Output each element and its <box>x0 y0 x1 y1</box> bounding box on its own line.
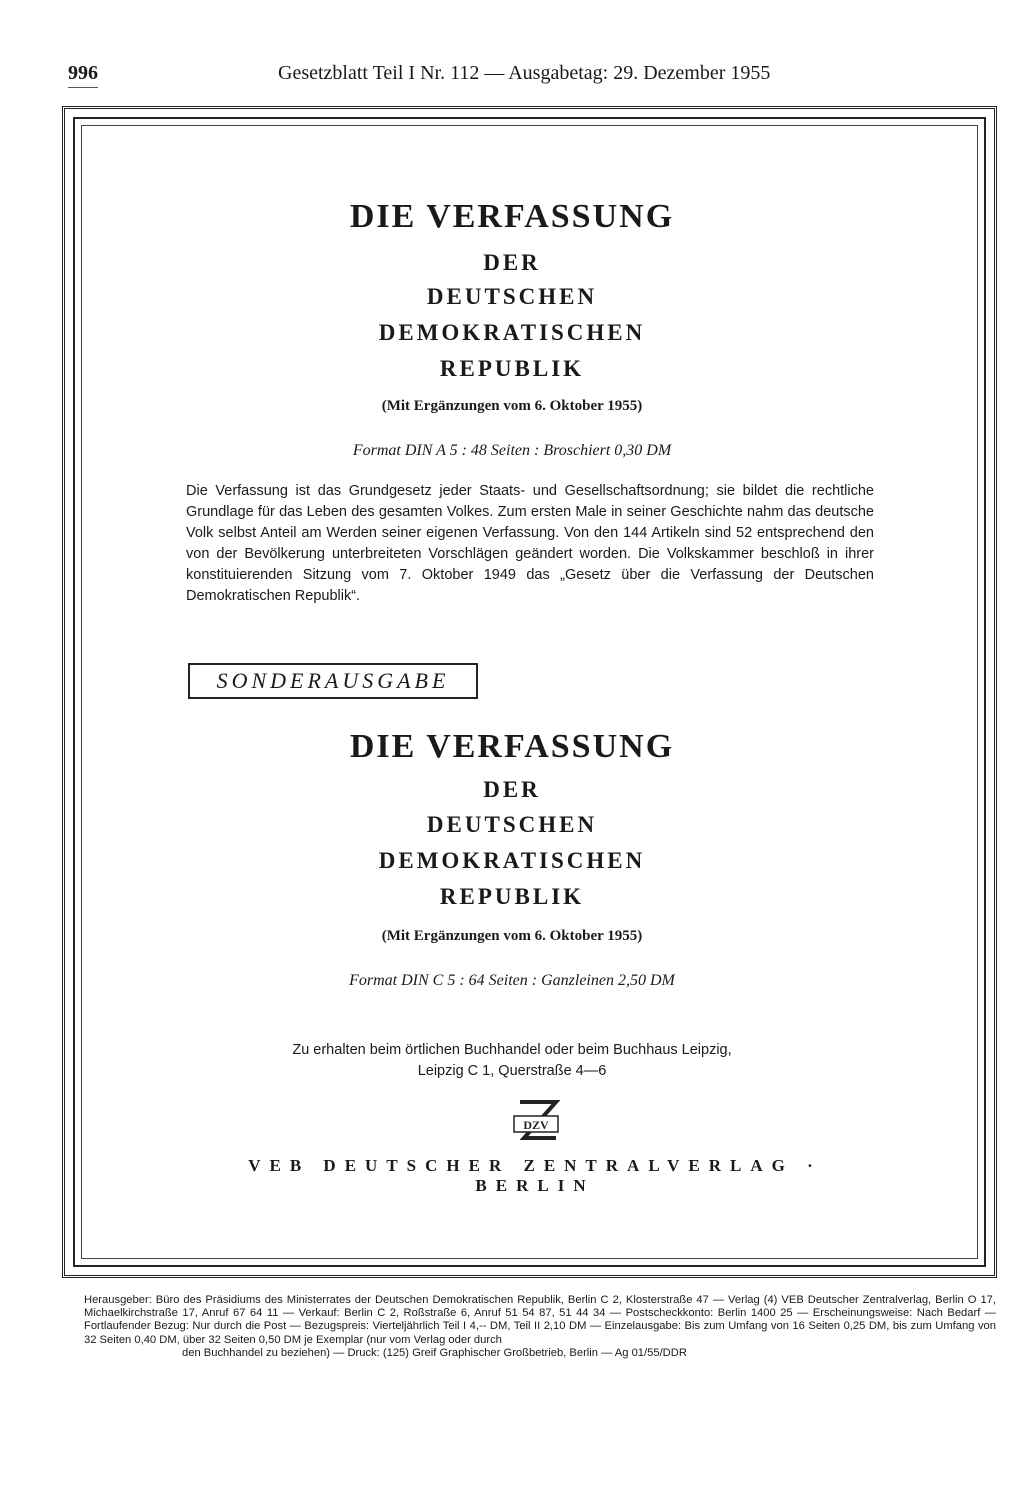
dzv-logo-icon <box>510 1098 562 1148</box>
running-head: Gesetzblatt Teil I Nr. 112 — Ausgabetag: 29. Dezember 1955 <box>278 62 771 84</box>
availability-line-2: Leipzig C 1, Querstraße 4—6 <box>417 1063 607 1079</box>
imprint <box>84 1294 996 1360</box>
page-header <box>68 62 958 92</box>
first-line-demokratischen: DEMOKRATISCHEN <box>378 320 646 345</box>
first-line-republik: REPUBLIK <box>439 356 585 381</box>
second-supplement: (Mit Ergänzungen vom 6. Oktober 1955) <box>381 928 643 944</box>
imprint-main: Herausgeber: Büro des Präsidiums des Ministerrates der Deutschen Demokratischen Republik, Berlin C 2, Klosterstraße 47 — Verlag (4) VEB Deutscher Zentralverlag, Berlin O 17, Michaelkirchstraße 17, Anruf 67 64 11 — Verkauf: Berlin C 2, Roßstraße 6, Anruf 51 54 87, 51 44 34 — Postscheckkonto: Berlin 1400 25 — Erscheinungsweise: Nach Bedarf — Fortlaufender Bezug: Nur durch die Post — Bezugspreis: Vierteljährlich Teil I 4,-- DM, Teil II 2,10 DM — Einzelausgabe: Bis zum Umfang von 16 Seiten 0,25 DM, bis zum Umfang von 32 Seiten 0,40 DM, über 32 Seiten 0,50 DM je Exemplar (nur vom Verlag oder durch <box>84 1294 996 1346</box>
logo-text: DZV <box>523 1118 549 1132</box>
publisher-logo <box>510 1098 562 1152</box>
first-title: DIE VERFASSUNG <box>349 198 675 235</box>
second-line-demokratischen: DEMOKRATISCHEN <box>378 848 646 873</box>
first-line-deutschen: DEUTSCHEN <box>426 284 598 309</box>
first-line-der: DER <box>483 250 541 275</box>
publisher-name: VEB DEUTSCHER ZENTRALVERLAG · BERLIN <box>248 1156 822 1195</box>
first-format: Format DIN A 5 : 48 Seiten : Broschiert 0,30 DM <box>352 442 672 459</box>
first-description: Die Verfassung ist das Grundgesetz jeder Staats- und Gesellschaftsordnung; sie bildet die rechtliche Grundlage für das Leben des gesamten Volkes. Zum ersten Male in seiner Geschichte nahm das deutsche Volk selbst Anteil am Werden seiner eigenen Verfassung. Von den 144 Artikeln sind 52 entsprechend den von der Bevölkerung unterbreiteten Vorschlägen geändert worden. Die Volkskammer beschloß in ihrer konstituierenden Sitzung vom 7. Oktober 1949 das „Gesetz über die Verfassung der Deutschen Demokratischen Republik“. <box>186 483 874 604</box>
second-format: Format DIN C 5 : 64 Seiten : Ganzleinen 2,50 DM <box>349 972 675 989</box>
second-line-der: DER <box>483 777 541 802</box>
first-supplement: (Mit Ergänzungen vom 6. Oktober 1955) <box>381 398 643 414</box>
special-edition-label: SONDERAUSGABE <box>188 663 478 699</box>
second-line-deutschen: DEUTSCHEN <box>426 812 598 837</box>
second-title: DIE VERFASSUNG <box>349 728 675 765</box>
page-number: 996 <box>68 62 98 88</box>
availability-line-1: Zu erhalten beim örtlichen Buchhandel oder beim Buchhaus Leipzig, <box>292 1042 732 1058</box>
imprint-tail: den Buchhandel zu beziehen) — Druck: (125) Greif Graphischer Großbetrieb, Berlin — Ag 01/55/DDR <box>182 1346 687 1359</box>
second-line-republik: REPUBLIK <box>439 884 585 909</box>
